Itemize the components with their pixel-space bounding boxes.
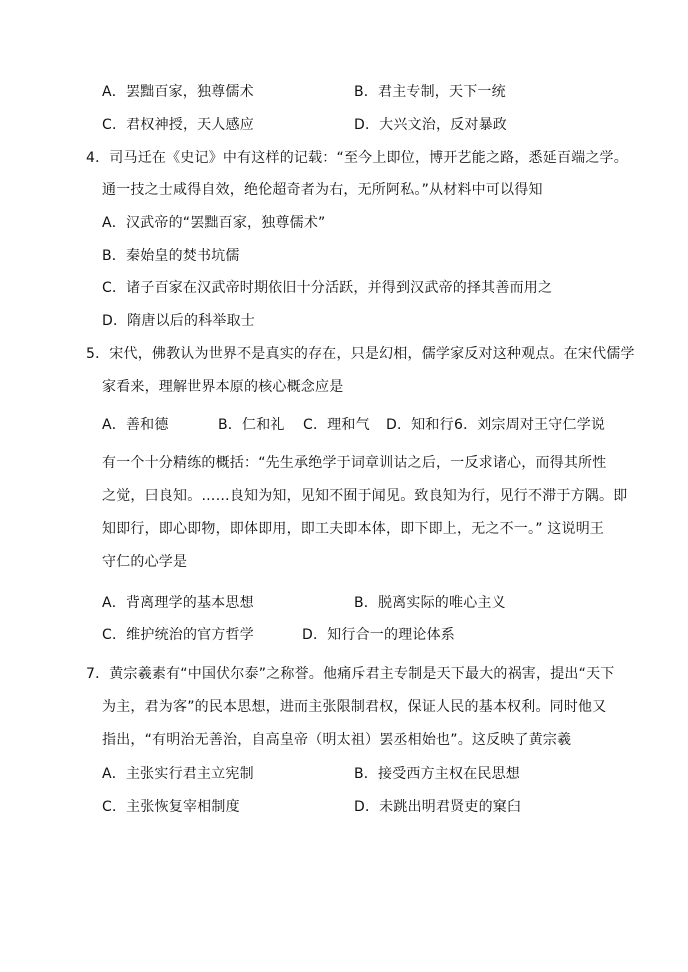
q5-option-b: B．仁和礼 (218, 417, 285, 433)
q3-option-a: A．罢黜百家，独尊儒术 (102, 84, 254, 100)
q7-stem-line2: 为主，君为客”的民本思想，进而主张限制君权，保证人民的基本权利。同时他又 (102, 699, 607, 715)
q4-option-c: C．诸子百家在汉武帝时期依旧十分活跃，并得到汉武帝的择其善而用之 (102, 280, 553, 296)
q4-option-b: B．秦始皇的焚书坑儒 (102, 248, 240, 264)
q7-option-b: B．接受西方主权在民思想 (354, 766, 521, 782)
q5-option-c: C．理和气 (303, 417, 370, 433)
q6-option-a: A．背离理学的基本思想 (102, 595, 254, 611)
q6-stem-line5: 守仁的心学是 (102, 554, 188, 570)
q5-option-a: A．善和德 (102, 417, 169, 433)
q6-stem-line3: 之觉，曰良知。……良知为知，见知不囿于闻见。致良知为行，见行不滞于方隅。即 (102, 488, 628, 504)
q3-option-d: D．大兴文治，反对暴政 (354, 117, 507, 133)
q6-stem-line2: 有一个十分精练的概括：“先生承绝学于词章训诂之后，一反求诸心，而得其所性 (102, 455, 607, 471)
q3-option-c: C．君权神授，天人感应 (102, 117, 254, 133)
q6-option-d: D．知行合一的理论体系 (302, 627, 455, 643)
q7-option-d: D．未跳出明君贤吏的窠臼 (354, 799, 522, 815)
q7-option-a: A．主张实行君主立宪制 (102, 766, 254, 782)
q7-stem-line1: 7．黄宗羲素有“中国伏尔泰”之称誉。他痛斥君主专制是天下最大的祸害，提出“天下 (86, 666, 615, 682)
q6-stem-line1: 6．刘宗周对王守仁学说 (454, 417, 606, 433)
q6-option-b: B．脱离实际的唯心主义 (354, 595, 506, 611)
q5-option-d: D．知和行 (386, 417, 454, 433)
q4-stem-line2: 通一技之士咸得自效，绝伦超奇者为右，无所阿私。”从材料中可以得知 (102, 182, 543, 198)
q6-stem-line4: 知即行，即心即物，即体即用，即工夫即本体，即下即上，无之不一。” 这说明王 (102, 521, 605, 537)
q4-option-d: D．隋唐以后的科举取士 (102, 313, 255, 329)
q7-option-c: C．主张恢复宰相制度 (102, 799, 240, 815)
q7-stem-line3: 指出，“有明治无善治，自高皇帝（明太祖）罢丞相始也”。这反映了黄宗羲 (102, 732, 572, 748)
q6-option-c: C．维护统治的官方哲学 (102, 627, 254, 643)
q4-option-a: A．汉武帝的“罢黜百家，独尊儒术” (102, 215, 326, 231)
q4-stem-line1: 4．司马迁在《史记》中有这样的记载：“至今上即位，博开艺能之路，悉延百端之学。 (86, 150, 628, 166)
q3-option-b: B．君主专制，天下一统 (354, 84, 506, 100)
q5-stem-line2: 家看来，理解世界本原的核心概念应是 (102, 379, 344, 395)
q5-stem-line1: 5．宋代，佛教认为世界不是真实的存在，只是幻相，儒学家反对这种观点。在宋代儒学 (86, 346, 635, 362)
